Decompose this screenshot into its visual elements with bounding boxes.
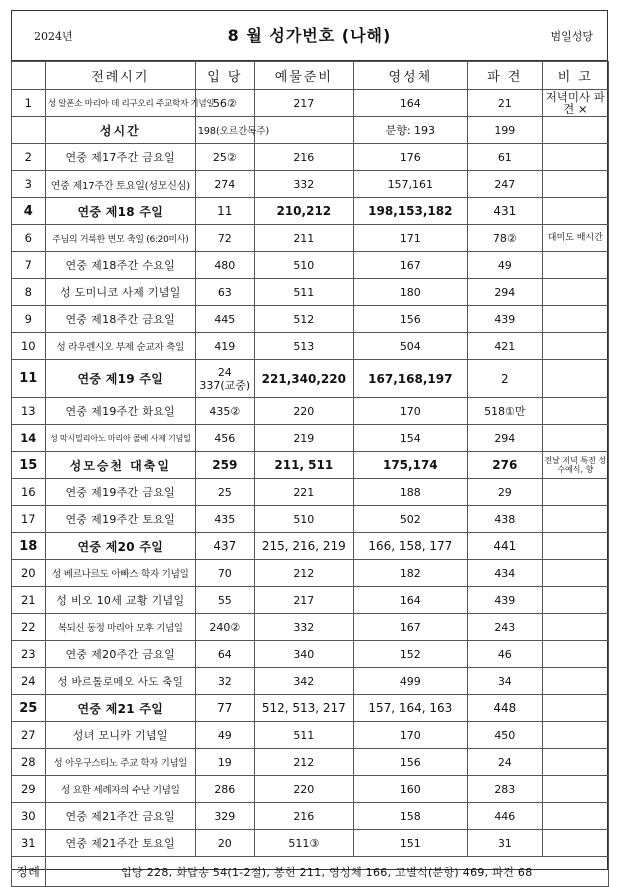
day-cell: 25 bbox=[11, 695, 45, 722]
note-cell bbox=[542, 749, 608, 776]
communion-cell: 170 bbox=[353, 398, 467, 425]
entrance-cell: 19 bbox=[195, 749, 254, 776]
note-cell bbox=[542, 144, 608, 171]
day-cell: 24 bbox=[11, 668, 45, 695]
day-cell: 23 bbox=[11, 641, 45, 668]
entrance-cell: 55 bbox=[195, 587, 254, 614]
entrance-cell: 419 bbox=[195, 333, 254, 360]
communion-cell: 167 bbox=[353, 252, 467, 279]
offertory-cell: 340 bbox=[254, 641, 353, 668]
liturgy-cell: 성시간 bbox=[45, 117, 195, 144]
year-label: 2024년 bbox=[34, 30, 73, 43]
liturgy-cell: 연중 제19주간 금요일 bbox=[45, 479, 195, 506]
day-cell: 28 bbox=[11, 749, 45, 776]
communion-cell: 154 bbox=[353, 425, 467, 452]
note-cell bbox=[542, 668, 608, 695]
note-cell bbox=[542, 425, 608, 452]
liturgy-cell: 연중 제17주간 토요일(성모신심) bbox=[45, 171, 195, 198]
funeral-text: 입당 228, 화답송 54(1-2절), 봉헌 211, 영성체 166, 고별식(분향) 469, 파견 68 bbox=[45, 857, 608, 887]
communion-cell: 180 bbox=[353, 279, 467, 306]
table-row bbox=[11, 506, 608, 533]
offertory-cell: 216 bbox=[254, 803, 353, 830]
entrance-cell: 445 bbox=[195, 306, 254, 333]
table-row bbox=[11, 803, 608, 830]
table-row bbox=[11, 333, 608, 360]
offertory-cell: 220 bbox=[254, 398, 353, 425]
note-cell bbox=[542, 279, 608, 306]
hymn-table bbox=[11, 61, 609, 887]
table-header-row bbox=[11, 62, 608, 90]
table-row bbox=[11, 360, 608, 398]
table-row bbox=[11, 614, 608, 641]
recessional-cell: 2 bbox=[467, 360, 542, 398]
day-cell: 11 bbox=[11, 360, 45, 398]
table-row bbox=[11, 479, 608, 506]
communion-cell: 157, 164, 163 bbox=[353, 695, 467, 722]
entrance-cell: 240② bbox=[195, 614, 254, 641]
communion-cell: 156 bbox=[353, 306, 467, 333]
offertory-cell: 221 bbox=[254, 479, 353, 506]
recessional-cell: 29 bbox=[467, 479, 542, 506]
column-header: 입 당 bbox=[195, 62, 254, 90]
recessional-cell: 439 bbox=[467, 587, 542, 614]
offertory-cell: 511③ bbox=[254, 830, 353, 857]
liturgy-cell: 복되신 동정 마리아 모후 기념일 bbox=[45, 614, 195, 641]
day-cell: 1 bbox=[11, 90, 45, 117]
funeral-label: 장례 bbox=[11, 857, 45, 887]
entrance-cell: 456 bbox=[195, 425, 254, 452]
note-cell bbox=[542, 587, 608, 614]
day-cell: 2 bbox=[11, 144, 45, 171]
entrance-cell: 20 bbox=[195, 830, 254, 857]
note-cell bbox=[542, 198, 608, 225]
communion-cell: 502 bbox=[353, 506, 467, 533]
liturgy-cell: 연중 제18주간 금요일 bbox=[45, 306, 195, 333]
offertory-cell: 211 bbox=[254, 225, 353, 252]
communion-cell: 166, 158, 177 bbox=[353, 533, 467, 560]
page-title: 8 월 성가번호 (나해) bbox=[227, 26, 392, 45]
entrance-cell bbox=[195, 360, 254, 398]
communion-cell: 분향: 193 bbox=[353, 117, 467, 144]
note-cell bbox=[542, 252, 608, 279]
day-cell: 6 bbox=[11, 225, 45, 252]
entrance-cell: 56② bbox=[195, 90, 254, 117]
communion-cell: 504 bbox=[353, 333, 467, 360]
recessional-cell: 199 bbox=[467, 117, 542, 144]
recessional-cell: 431 bbox=[467, 198, 542, 225]
communion-cell: 167,168,197 bbox=[353, 360, 467, 398]
entrance-cell: 480 bbox=[195, 252, 254, 279]
day-cell: 30 bbox=[11, 803, 45, 830]
entrance-cell: 70 bbox=[195, 560, 254, 587]
note-cell bbox=[542, 722, 608, 749]
note-cell: 저녁미사 파견 × bbox=[542, 90, 608, 117]
offertory-cell: 511 bbox=[254, 722, 353, 749]
table-row bbox=[11, 722, 608, 749]
day-cell: 14 bbox=[11, 425, 45, 452]
note-cell bbox=[542, 695, 608, 722]
day-cell: 16 bbox=[11, 479, 45, 506]
offertory-cell: 512 bbox=[254, 306, 353, 333]
liturgy-cell: 성모승천 대축일 bbox=[45, 452, 195, 479]
entrance-cell: 72 bbox=[195, 225, 254, 252]
communion-cell: 151 bbox=[353, 830, 467, 857]
entrance-cell: 437 bbox=[195, 533, 254, 560]
entrance-value-2: 337(교중) bbox=[199, 378, 251, 392]
table-row bbox=[11, 198, 608, 225]
liturgy-cell: 주님의 거룩한 변모 축일 (6:20미사) bbox=[45, 225, 195, 252]
day-cell: 3 bbox=[11, 171, 45, 198]
table-row bbox=[11, 117, 608, 144]
liturgy-cell: 연중 제19주간 토요일 bbox=[45, 506, 195, 533]
day-cell: 22 bbox=[11, 614, 45, 641]
day-cell: 4 bbox=[11, 198, 45, 225]
recessional-cell: 283 bbox=[467, 776, 542, 803]
liturgy-cell: 성 도미니코 사제 기념일 bbox=[45, 279, 195, 306]
offertory-cell: 220 bbox=[254, 776, 353, 803]
offertory-cell: 217 bbox=[254, 90, 353, 117]
table-row bbox=[11, 533, 608, 560]
liturgy-cell: 연중 제20주간 금요일 bbox=[45, 641, 195, 668]
header bbox=[12, 11, 607, 61]
table-row bbox=[11, 144, 608, 171]
offertory-cell: 210,212 bbox=[254, 198, 353, 225]
offertory-cell: 512, 513, 217 bbox=[254, 695, 353, 722]
note-cell bbox=[542, 560, 608, 587]
liturgy-cell: 성 비오 10세 교황 기념일 bbox=[45, 587, 195, 614]
recessional-cell: 448 bbox=[467, 695, 542, 722]
entrance-cell: 25② bbox=[195, 144, 254, 171]
table-row bbox=[11, 749, 608, 776]
entrance-cell: 11 bbox=[195, 198, 254, 225]
communion-cell: 157,161 bbox=[353, 171, 467, 198]
note-cell bbox=[542, 306, 608, 333]
recessional-cell: 78② bbox=[467, 225, 542, 252]
liturgy-cell: 연중 제20 주일 bbox=[45, 533, 195, 560]
day-cell: 31 bbox=[11, 830, 45, 857]
table-row bbox=[11, 830, 608, 857]
offertory-cell: 342 bbox=[254, 668, 353, 695]
communion-cell: 158 bbox=[353, 803, 467, 830]
communion-cell: 171 bbox=[353, 225, 467, 252]
offertory-cell: 215, 216, 219 bbox=[254, 533, 353, 560]
day-cell: 15 bbox=[11, 452, 45, 479]
recessional-cell: 294 bbox=[467, 279, 542, 306]
note-cell: 대미도 배시간 bbox=[542, 225, 608, 252]
communion-cell: 499 bbox=[353, 668, 467, 695]
table-row bbox=[11, 225, 608, 252]
column-header: 영성체 bbox=[353, 62, 467, 90]
note-cell bbox=[542, 830, 608, 857]
recessional-cell: 441 bbox=[467, 533, 542, 560]
day-cell: 20 bbox=[11, 560, 45, 587]
offertory-cell: 212 bbox=[254, 560, 353, 587]
table-row bbox=[11, 90, 608, 117]
recessional-cell: 439 bbox=[467, 306, 542, 333]
communion-cell: 164 bbox=[353, 90, 467, 117]
note-cell bbox=[542, 614, 608, 641]
entrance-cell: 329 bbox=[195, 803, 254, 830]
recessional-cell: 24 bbox=[467, 749, 542, 776]
entrance-value: 24 bbox=[217, 365, 232, 379]
communion-cell: 176 bbox=[353, 144, 467, 171]
day-cell: 9 bbox=[11, 306, 45, 333]
table-row bbox=[11, 560, 608, 587]
communion-cell: 167 bbox=[353, 614, 467, 641]
communion-cell: 170 bbox=[353, 722, 467, 749]
offertory-cell: 217 bbox=[254, 587, 353, 614]
table-row bbox=[11, 425, 608, 452]
communion-cell: 156 bbox=[353, 749, 467, 776]
offertory-cell: 510 bbox=[254, 252, 353, 279]
day-cell: 8 bbox=[11, 279, 45, 306]
liturgy-cell: 연중 제21주간 토요일 bbox=[45, 830, 195, 857]
funeral-row bbox=[11, 857, 608, 887]
note-cell bbox=[542, 333, 608, 360]
day-cell: 10 bbox=[11, 333, 45, 360]
liturgy-cell: 연중 제18 주일 bbox=[45, 198, 195, 225]
offertory-cell: 511 bbox=[254, 279, 353, 306]
day-cell: 29 bbox=[11, 776, 45, 803]
offertory-cell: 332 bbox=[254, 614, 353, 641]
recessional-cell: 446 bbox=[467, 803, 542, 830]
note-cell bbox=[542, 641, 608, 668]
column-header: 파 견 bbox=[467, 62, 542, 90]
entrance-cell: 435 bbox=[195, 506, 254, 533]
entrance-cell: 286 bbox=[195, 776, 254, 803]
recessional-cell: 21 bbox=[467, 90, 542, 117]
liturgy-cell: 성 아우구스티노 주교 학자 기념일 bbox=[45, 749, 195, 776]
communion-cell: 198,153,182 bbox=[353, 198, 467, 225]
recessional-cell: 294 bbox=[467, 425, 542, 452]
day-cell bbox=[11, 117, 45, 144]
table-row bbox=[11, 398, 608, 425]
church-name: 범일성당 bbox=[550, 30, 593, 43]
day-cell: 18 bbox=[11, 533, 45, 560]
note-cell: 전날 저녁 특전 성수예식, 향 bbox=[542, 452, 608, 479]
note-cell bbox=[542, 803, 608, 830]
offertory-cell: 221,340,220 bbox=[254, 360, 353, 398]
table-row bbox=[11, 306, 608, 333]
recessional-cell: 34 bbox=[467, 668, 542, 695]
offertory-cell bbox=[254, 117, 353, 144]
recessional-cell: 434 bbox=[467, 560, 542, 587]
communion-cell: 175,174 bbox=[353, 452, 467, 479]
communion-cell: 188 bbox=[353, 479, 467, 506]
liturgy-cell: 연중 제19주간 화요일 bbox=[45, 398, 195, 425]
entrance-cell: 25 bbox=[195, 479, 254, 506]
recessional-cell: 438 bbox=[467, 506, 542, 533]
table-row bbox=[11, 587, 608, 614]
recessional-cell: 46 bbox=[467, 641, 542, 668]
offertory-cell: 212 bbox=[254, 749, 353, 776]
liturgy-cell: 성 요한 세례자의 수난 기념일 bbox=[45, 776, 195, 803]
liturgy-cell: 성녀 모니카 기념일 bbox=[45, 722, 195, 749]
entrance-cell: 63 bbox=[195, 279, 254, 306]
entrance-cell: 198(오르간독주) bbox=[195, 117, 254, 144]
day-cell: 7 bbox=[11, 252, 45, 279]
column-header: 예물준비 bbox=[254, 62, 353, 90]
recessional-cell: 247 bbox=[467, 171, 542, 198]
communion-cell: 164 bbox=[353, 587, 467, 614]
table-row bbox=[11, 641, 608, 668]
recessional-cell: 518①만 bbox=[467, 398, 542, 425]
liturgy-cell: 연중 제21주간 금요일 bbox=[45, 803, 195, 830]
communion-cell: 182 bbox=[353, 560, 467, 587]
offertory-cell: 513 bbox=[254, 333, 353, 360]
offertory-cell: 216 bbox=[254, 144, 353, 171]
hymn-schedule-sheet bbox=[11, 10, 608, 879]
recessional-cell: 49 bbox=[467, 252, 542, 279]
entrance-cell: 435② bbox=[195, 398, 254, 425]
liturgy-cell: 성 라우렌시오 부제 순교자 축일 bbox=[45, 333, 195, 360]
communion-cell: 152 bbox=[353, 641, 467, 668]
entrance-cell: 32 bbox=[195, 668, 254, 695]
column-header: 전례시기 bbox=[45, 62, 195, 90]
offertory-cell: 510 bbox=[254, 506, 353, 533]
recessional-cell: 61 bbox=[467, 144, 542, 171]
liturgy-cell: 성 알폰소 마리아 데 리구오리 주교학자 기념일 bbox=[45, 90, 195, 117]
day-cell: 13 bbox=[11, 398, 45, 425]
offertory-cell: 219 bbox=[254, 425, 353, 452]
note-cell bbox=[542, 117, 608, 144]
offertory-cell: 211, 511 bbox=[254, 452, 353, 479]
column-header: 비 고 bbox=[542, 62, 608, 90]
liturgy-cell: 성 막시밀리아노 마리아 콜베 사제 기념일 bbox=[45, 425, 195, 452]
day-cell: 27 bbox=[11, 722, 45, 749]
table-row bbox=[11, 252, 608, 279]
column-header bbox=[11, 62, 45, 90]
note-cell bbox=[542, 506, 608, 533]
note-cell bbox=[542, 533, 608, 560]
recessional-cell: 450 bbox=[467, 722, 542, 749]
table-row bbox=[11, 695, 608, 722]
entrance-cell: 259 bbox=[195, 452, 254, 479]
recessional-cell: 421 bbox=[467, 333, 542, 360]
recessional-cell: 243 bbox=[467, 614, 542, 641]
table-row bbox=[11, 171, 608, 198]
communion-cell: 160 bbox=[353, 776, 467, 803]
liturgy-cell: 연중 제17주간 금요일 bbox=[45, 144, 195, 171]
table-row bbox=[11, 279, 608, 306]
table-row bbox=[11, 776, 608, 803]
day-cell: 21 bbox=[11, 587, 45, 614]
table-row bbox=[11, 452, 608, 479]
entrance-cell: 77 bbox=[195, 695, 254, 722]
note-cell bbox=[542, 398, 608, 425]
day-cell: 17 bbox=[11, 506, 45, 533]
note-cell bbox=[542, 360, 608, 398]
note-cell bbox=[542, 479, 608, 506]
entrance-cell: 49 bbox=[195, 722, 254, 749]
note-cell bbox=[542, 171, 608, 198]
entrance-cell: 274 bbox=[195, 171, 254, 198]
recessional-cell: 31 bbox=[467, 830, 542, 857]
entrance-cell: 64 bbox=[195, 641, 254, 668]
liturgy-cell: 성 베르나르도 아빠스 학자 기념일 bbox=[45, 560, 195, 587]
recessional-cell: 276 bbox=[467, 452, 542, 479]
liturgy-cell: 성 바르톨로메오 사도 축일 bbox=[45, 668, 195, 695]
table-row bbox=[11, 668, 608, 695]
offertory-cell: 332 bbox=[254, 171, 353, 198]
liturgy-cell: 연중 제18주간 수요일 bbox=[45, 252, 195, 279]
liturgy-cell: 연중 제19 주일 bbox=[45, 360, 195, 398]
note-cell bbox=[542, 776, 608, 803]
liturgy-cell: 연중 제21 주일 bbox=[45, 695, 195, 722]
